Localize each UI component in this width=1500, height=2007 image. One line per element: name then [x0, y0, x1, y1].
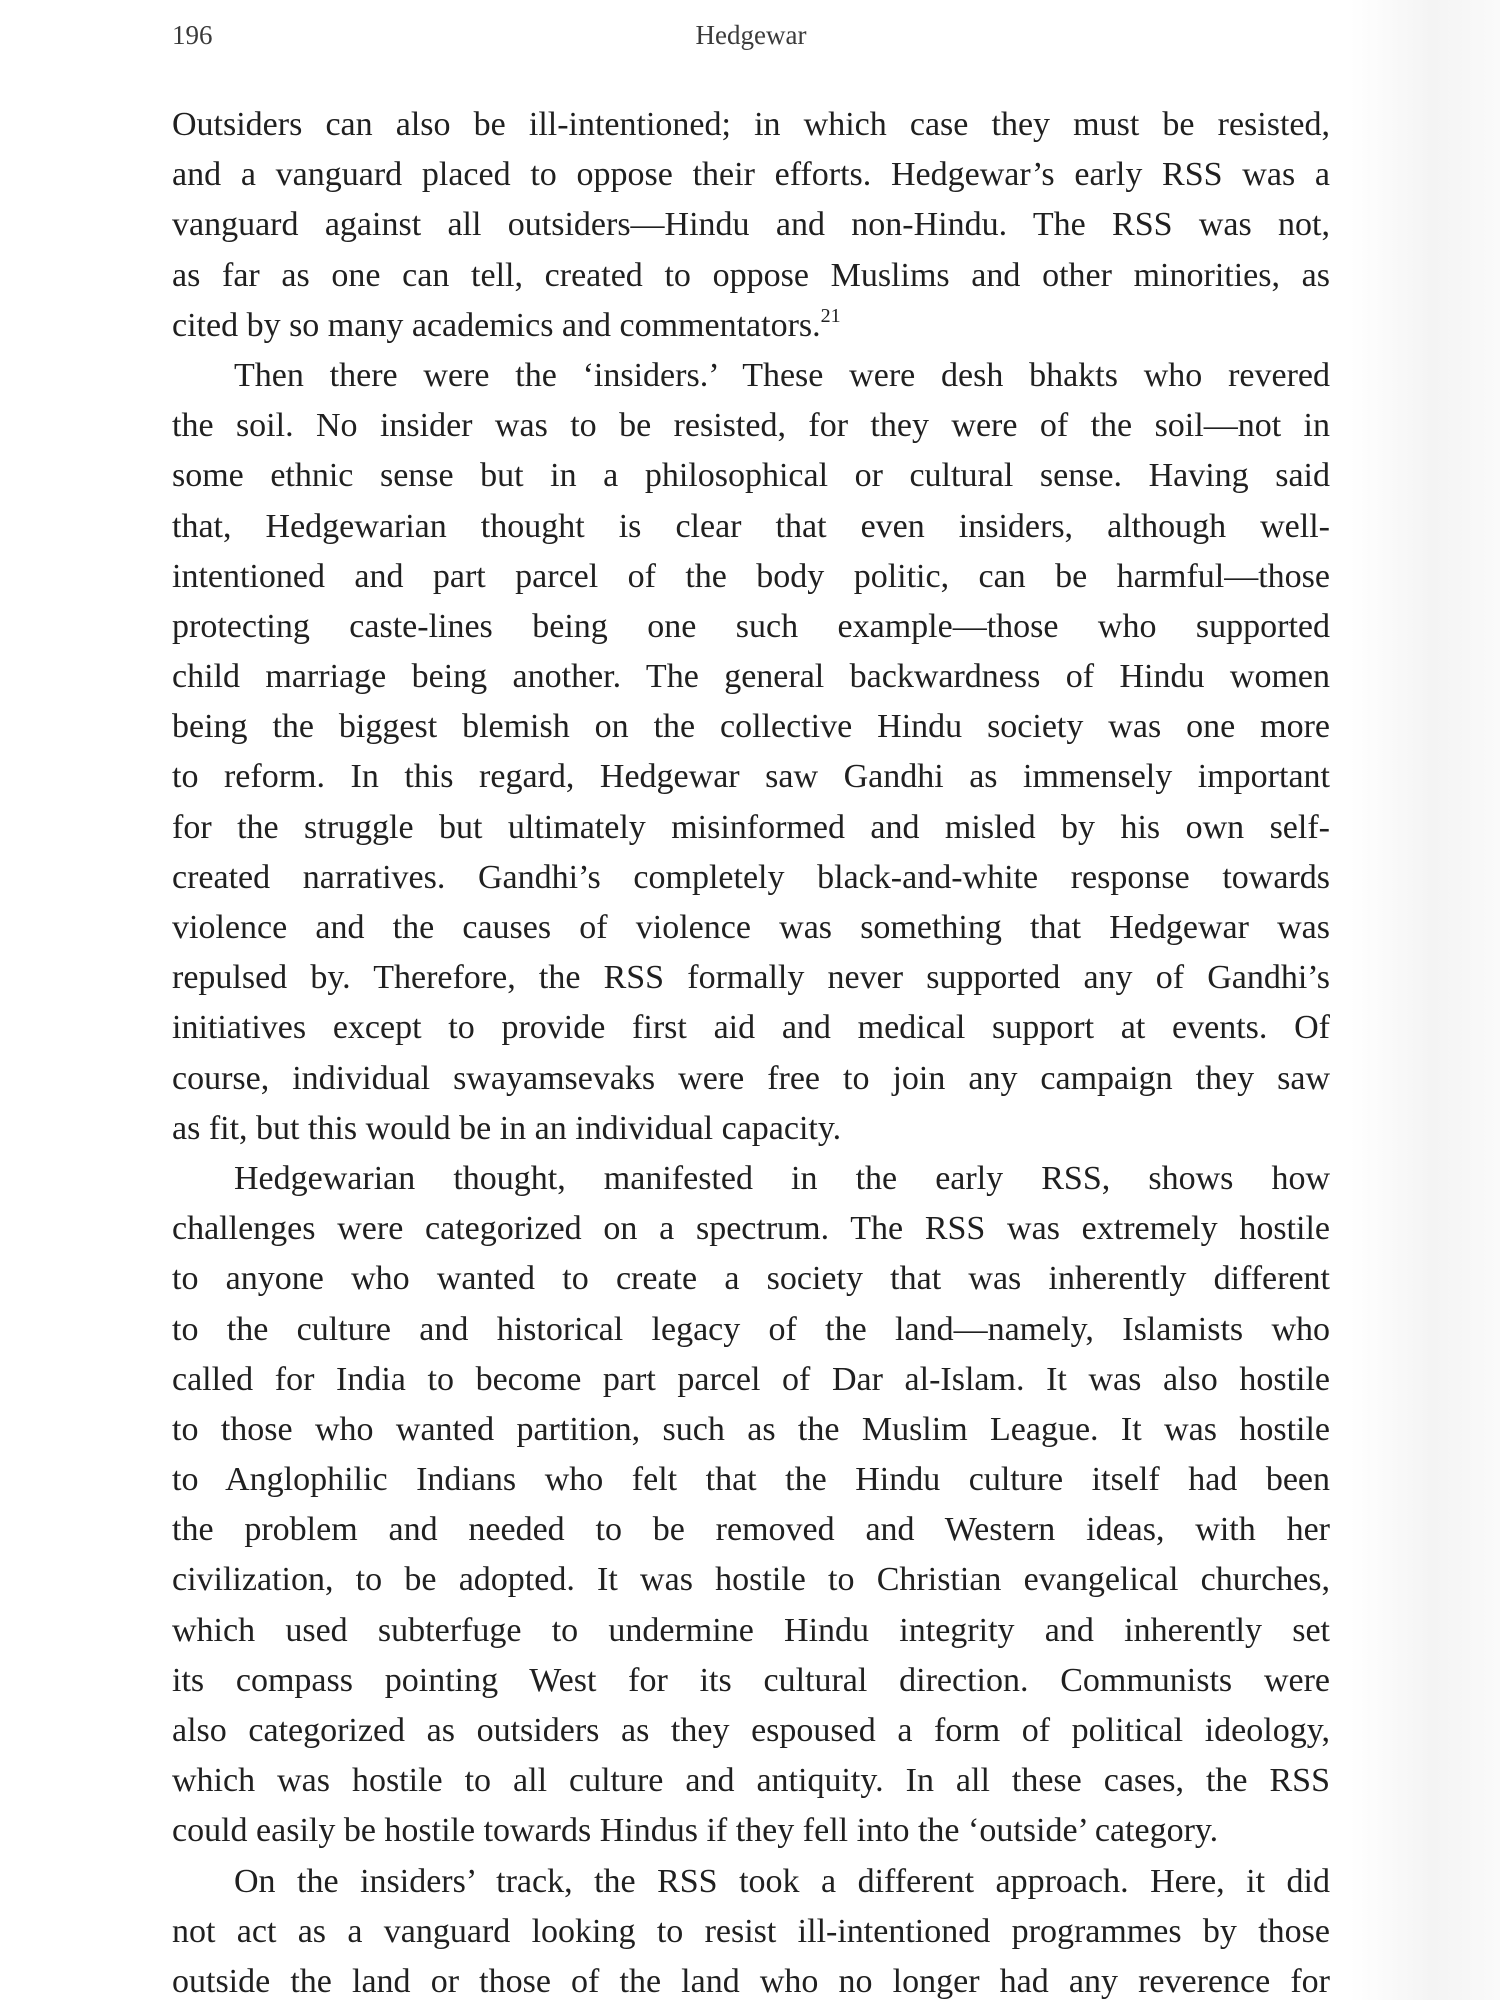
page-number: 196: [172, 20, 213, 50]
text-line: not act as a vanguard looking to resist ill-intentioned programmes by those: [172, 1912, 1330, 1950]
text-line: to the culture and historical legacy of the land—namely, Islamists who: [172, 1310, 1330, 1348]
text-line: being the biggest blemish on the collective Hindu society was one more: [172, 708, 1330, 746]
text-line: vanguard against all outsiders—Hindu and non-Hindu. The RSS was not,: [172, 206, 1330, 244]
text-line: civilization, to be adopted. It was hostile to Christian evangelical churches,: [172, 1561, 1330, 1599]
text-line: to Anglophilic Indians who felt that the Hindu culture itself had been: [172, 1461, 1330, 1499]
text-line: [172, 301, 1330, 351]
page-edge-shadow: [1350, 0, 1500, 2000]
text-line: initiatives except to provide first aid and medical support at events. Of: [172, 1009, 1330, 1047]
text-line: challenges were categorized on a spectrum. The RSS was extremely hostile: [172, 1210, 1330, 1248]
text-line: as far as one can tell, created to oppose Muslims and other minorities, as: [172, 256, 1330, 294]
text-line: to anyone who wanted to create a society that was inherently different: [172, 1260, 1330, 1298]
text-line: called for India to become part parcel of Dar al-Islam. It was also hostile: [172, 1360, 1330, 1398]
text-line: as fit, but this would be in an individual capacity.: [172, 1109, 842, 1147]
text-line: its compass pointing West for its cultural direction. Communists were: [172, 1661, 1330, 1699]
footnote-marker: 21: [820, 304, 841, 327]
text-line: violence and the causes of violence was something that Hedgewar was: [172, 909, 1330, 946]
text-line: which used subterfuge to undermine Hindu integrity and inherently set: [172, 1611, 1330, 1649]
text-line: child marriage being another. The general backwardness of Hindu women: [172, 658, 1330, 696]
text-line: some ethnic sense but in a philosophical or cultural sense. Having said: [172, 457, 1330, 495]
text-line: the soil. No insider was to be resisted, for they were of the soil—not in: [172, 407, 1330, 445]
text-line: could easily be hostile towards Hindus if they fell into the ‘outside’ category.: [172, 1812, 1219, 1850]
text-line: also categorized as outsiders as they espoused a form of political ideology,: [172, 1712, 1330, 1749]
running-head: [172, 20, 1330, 60]
text-line-content: cited by so many academics and commentators.: [172, 306, 821, 344]
text-line: and a vanguard placed to oppose their efforts. Hedgewar’s early RSS was a: [172, 156, 1330, 194]
text-line: the problem and needed to be removed and Western ideas, with her: [172, 1511, 1330, 1549]
text-line: repulsed by. Therefore, the RSS formally never supported any of Gandhi’s: [172, 959, 1330, 997]
text-line: Then there were the ‘insiders.’ These were desh bhakts who revered: [234, 356, 1330, 394]
text-line: protecting caste-lines being one such example—those who supported: [172, 607, 1330, 645]
body-text: [172, 100, 1330, 2007]
running-title: Hedgewar: [695, 20, 807, 50]
text-line: outside the land or those of the land who no longer had any reverence for: [172, 1962, 1330, 2000]
text-line: Outsiders can also be ill-intentioned; in which case they must be resisted,: [172, 106, 1330, 143]
text-line: which was hostile to all culture and antiquity. In all these cases, the RSS: [172, 1762, 1330, 1800]
text-line: to reform. In this regard, Hedgewar saw Gandhi as immensely important: [172, 758, 1330, 796]
text-line: that, Hedgewarian thought is clear that even insiders, although well-: [172, 507, 1330, 545]
text-line: created narratives. Gandhi’s completely black-and-white response towards: [172, 858, 1330, 896]
text-line: intentioned and part parcel of the body politic, can be harmful—those: [172, 557, 1330, 595]
text-line: Hedgewarian thought, manifested in the early RSS, shows how: [234, 1159, 1330, 1197]
text-line: for the struggle but ultimately misinformed and misled by his own self-: [172, 808, 1330, 846]
text-line: to those who wanted partition, such as the Muslim League. It was hostile: [172, 1410, 1330, 1448]
text-line: On the insiders’ track, the RSS took a different approach. Here, it did: [234, 1862, 1330, 1900]
text-line: course, individual swayamsevaks were free to join any campaign they saw: [172, 1059, 1330, 1097]
